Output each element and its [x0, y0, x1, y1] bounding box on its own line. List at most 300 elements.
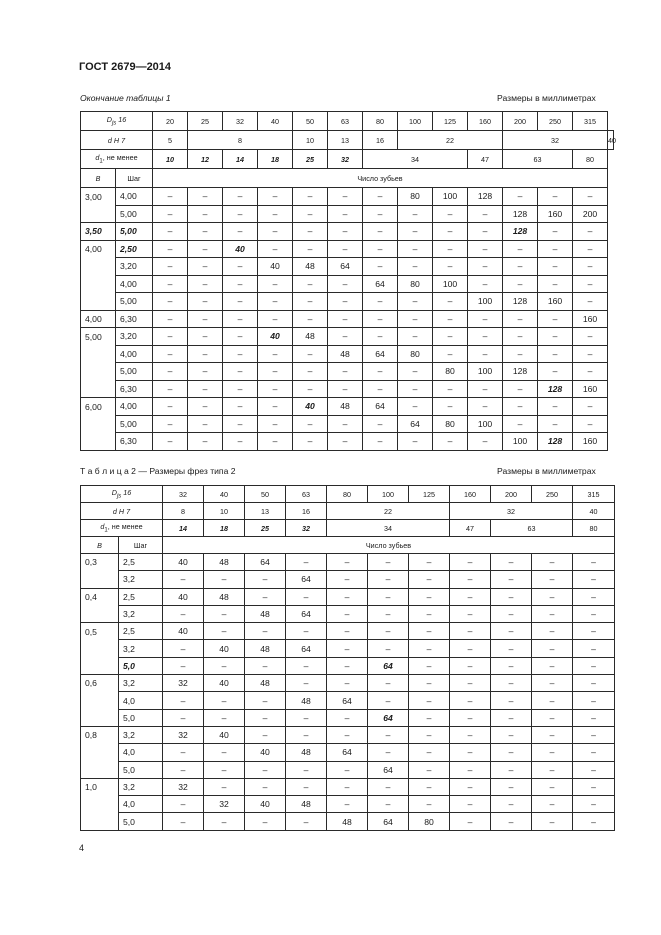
- cell-teeth: –: [468, 240, 503, 258]
- cell-teeth: –: [223, 380, 258, 398]
- cell-teeth: 48: [204, 554, 245, 571]
- cell-teeth: 64: [363, 345, 398, 363]
- table-row: [81, 605, 615, 622]
- cell-teeth: –: [188, 240, 223, 258]
- cell-b: [81, 571, 119, 588]
- cell-teeth: –: [450, 588, 491, 605]
- dh7-value: 16: [363, 131, 398, 150]
- cell-b: [81, 293, 116, 311]
- cell-teeth: –: [468, 345, 503, 363]
- cell-b: 5,00: [81, 328, 116, 346]
- cell-teeth: 80: [398, 345, 433, 363]
- cell-teeth: 40: [163, 588, 204, 605]
- cell-b: 1,0: [81, 778, 119, 795]
- cell-teeth: –: [468, 205, 503, 223]
- cell-teeth: –: [327, 726, 368, 743]
- cell-b: [81, 813, 119, 830]
- cell-teeth: –: [573, 744, 615, 761]
- cell-teeth: 48: [328, 398, 363, 416]
- cell-teeth: –: [503, 275, 538, 293]
- cell-teeth: –: [223, 275, 258, 293]
- cell-step: 3,2: [119, 640, 163, 657]
- cell-b: [81, 345, 116, 363]
- cell-teeth: –: [204, 761, 245, 778]
- cell-teeth: –: [258, 398, 293, 416]
- cell-teeth: –: [409, 692, 450, 709]
- cell-step: 2,50: [116, 240, 153, 258]
- cell-step: 2,5: [119, 588, 163, 605]
- cell-teeth: 48: [293, 328, 328, 346]
- cell-teeth: 32: [163, 675, 204, 692]
- dh7-value: 10: [293, 131, 328, 150]
- cell-teeth: –: [363, 240, 398, 258]
- dj-value: 125: [409, 486, 450, 503]
- cell-teeth: –: [245, 761, 286, 778]
- table1-col-header: [81, 169, 614, 188]
- cell-teeth: –: [503, 345, 538, 363]
- cell-teeth: 40: [163, 554, 204, 571]
- cell-teeth: 40: [245, 796, 286, 813]
- cell-teeth: –: [491, 796, 532, 813]
- cell-teeth: –: [328, 380, 363, 398]
- table-row: [81, 796, 615, 813]
- cell-teeth: –: [433, 258, 468, 276]
- cell-teeth: –: [258, 310, 293, 328]
- table2-dj-row: [81, 486, 615, 503]
- cell-teeth: 48: [245, 640, 286, 657]
- dj-value: 40: [204, 486, 245, 503]
- cell-teeth: –: [153, 328, 188, 346]
- cell-teeth: –: [398, 223, 433, 241]
- cell-b: 4,00: [81, 310, 116, 328]
- cell-teeth: –: [188, 345, 223, 363]
- cell-teeth: –: [245, 588, 286, 605]
- cell-teeth: 100: [433, 188, 468, 206]
- cell-teeth: –: [163, 813, 204, 830]
- cell-teeth: 80: [433, 363, 468, 381]
- table-row: [81, 205, 614, 223]
- cell-teeth: –: [532, 588, 573, 605]
- cell-teeth: –: [293, 345, 328, 363]
- cell-teeth: –: [538, 398, 573, 416]
- cell-teeth: –: [328, 240, 363, 258]
- cell-teeth: 64: [368, 709, 409, 726]
- table-row: [81, 293, 614, 311]
- cell-teeth: –: [433, 223, 468, 241]
- dh7-value: 10: [204, 503, 245, 520]
- cell-teeth: –: [188, 415, 223, 433]
- cell-teeth: –: [286, 657, 327, 674]
- cell-teeth: –: [293, 240, 328, 258]
- cell-step: 3,20: [116, 258, 153, 276]
- cell-b: [81, 205, 116, 223]
- cell-teeth: –: [293, 223, 328, 241]
- cell-teeth: –: [450, 796, 491, 813]
- cell-teeth: 128: [538, 433, 573, 451]
- table-row: [81, 571, 615, 588]
- cell-teeth: –: [573, 223, 608, 241]
- table-row: [81, 240, 614, 258]
- cell-teeth: –: [204, 605, 245, 622]
- cell-teeth: –: [468, 328, 503, 346]
- cell-teeth: –: [368, 726, 409, 743]
- col-teeth-header: Число зубьев: [153, 169, 608, 188]
- cell-step: 3,2: [119, 726, 163, 743]
- dj-value: 250: [538, 112, 573, 131]
- cell-teeth: –: [450, 813, 491, 830]
- cell-teeth: 40: [293, 398, 328, 416]
- cell-teeth: –: [363, 433, 398, 451]
- cell-teeth: –: [363, 205, 398, 223]
- cell-teeth: –: [398, 328, 433, 346]
- cell-teeth: –: [450, 675, 491, 692]
- dj-value: 100: [368, 486, 409, 503]
- cell-teeth: 64: [286, 605, 327, 622]
- cell-teeth: –: [491, 726, 532, 743]
- cell-teeth: –: [258, 223, 293, 241]
- cell-teeth: –: [163, 605, 204, 622]
- cell-teeth: –: [450, 709, 491, 726]
- cell-teeth: –: [468, 275, 503, 293]
- cell-teeth: 160: [573, 380, 608, 398]
- cell-teeth: –: [573, 640, 615, 657]
- cell-teeth: –: [153, 293, 188, 311]
- cell-teeth: 40: [223, 240, 258, 258]
- cell-teeth: 100: [468, 415, 503, 433]
- table2-units: Размеры в миллиметрах: [497, 466, 596, 476]
- table1: [80, 111, 617, 451]
- cell-teeth: –: [450, 571, 491, 588]
- cell-teeth: –: [153, 345, 188, 363]
- cell-teeth: –: [363, 188, 398, 206]
- table2-col-header: [81, 537, 615, 554]
- cell-teeth: –: [503, 380, 538, 398]
- cell-teeth: –: [491, 744, 532, 761]
- cell-teeth: –: [223, 258, 258, 276]
- cell-teeth: –: [327, 588, 368, 605]
- cell-teeth: –: [409, 744, 450, 761]
- cell-step: 4,00: [116, 275, 153, 293]
- cell-step: 5,0: [119, 761, 163, 778]
- cell-teeth: –: [153, 363, 188, 381]
- cell-teeth: –: [573, 623, 615, 640]
- cell-teeth: –: [368, 778, 409, 795]
- cell-teeth: 128: [503, 223, 538, 241]
- table-row: [81, 675, 615, 692]
- cell-step: 5,0: [119, 709, 163, 726]
- cell-teeth: –: [573, 415, 608, 433]
- cell-teeth: –: [433, 398, 468, 416]
- cell-teeth: 64: [363, 398, 398, 416]
- dh7-label: d H 7: [81, 131, 153, 150]
- cell-teeth: –: [153, 223, 188, 241]
- cell-teeth: –: [468, 433, 503, 451]
- cell-teeth: –: [433, 345, 468, 363]
- cell-teeth: –: [573, 605, 615, 622]
- cell-teeth: –: [223, 310, 258, 328]
- cell-teeth: 32: [163, 778, 204, 795]
- table-row: [81, 363, 614, 381]
- col-b-header: B: [81, 537, 119, 554]
- cell-teeth: 48: [327, 813, 368, 830]
- cell-teeth: –: [153, 258, 188, 276]
- dh7-value: 16: [286, 503, 327, 520]
- cell-teeth: –: [245, 571, 286, 588]
- cell-teeth: –: [363, 258, 398, 276]
- cell-teeth: –: [188, 328, 223, 346]
- cell-teeth: –: [491, 709, 532, 726]
- d1-value: 47: [468, 150, 503, 169]
- cell-teeth: –: [491, 588, 532, 605]
- cell-teeth: –: [163, 744, 204, 761]
- cell-teeth: –: [245, 813, 286, 830]
- cell-teeth: –: [398, 258, 433, 276]
- cell-teeth: –: [573, 258, 608, 276]
- cell-teeth: –: [503, 258, 538, 276]
- cell-teeth: –: [532, 640, 573, 657]
- cell-teeth: 64: [245, 554, 286, 571]
- cell-teeth: –: [398, 363, 433, 381]
- cell-teeth: 200: [573, 205, 608, 223]
- d1-label: $d_1$, не менее: [81, 150, 153, 169]
- cell-b: 3,50: [81, 223, 116, 241]
- cell-teeth: –: [491, 640, 532, 657]
- cell-teeth: –: [538, 240, 573, 258]
- cell-teeth: –: [258, 363, 293, 381]
- cell-step: 4,00: [116, 398, 153, 416]
- cell-teeth: –: [433, 293, 468, 311]
- table-row: [81, 433, 614, 451]
- cell-teeth: –: [468, 223, 503, 241]
- cell-teeth: –: [573, 328, 608, 346]
- cell-b: [81, 380, 116, 398]
- cell-teeth: –: [258, 188, 293, 206]
- cell-teeth: –: [538, 258, 573, 276]
- dj-value: 80: [327, 486, 368, 503]
- cell-teeth: –: [153, 433, 188, 451]
- d1-value: 25: [293, 150, 328, 169]
- cell-teeth: –: [328, 415, 363, 433]
- cell-teeth: –: [468, 398, 503, 416]
- cell-teeth: –: [188, 205, 223, 223]
- cell-teeth: –: [491, 675, 532, 692]
- cell-teeth: 32: [163, 726, 204, 743]
- cell-teeth: –: [223, 205, 258, 223]
- cell-teeth: –: [398, 205, 433, 223]
- dj-value: 40: [258, 112, 293, 131]
- cell-teeth: –: [286, 675, 327, 692]
- dj-value: 50: [293, 112, 328, 131]
- cell-teeth: –: [153, 380, 188, 398]
- cell-teeth: –: [573, 796, 615, 813]
- cell-teeth: –: [368, 640, 409, 657]
- table1-d1-row: [81, 150, 614, 169]
- cell-teeth: –: [363, 363, 398, 381]
- dh7-value: 8: [188, 131, 293, 150]
- col-step-header: Шаг: [119, 537, 163, 554]
- dh7-value: 13: [245, 503, 286, 520]
- d1-value: 14: [223, 150, 258, 169]
- d1-value: 32: [286, 520, 327, 537]
- cell-teeth: 64: [286, 571, 327, 588]
- cell-b: [81, 796, 119, 813]
- cell-teeth: –: [286, 588, 327, 605]
- cell-teeth: 128: [503, 205, 538, 223]
- dh7-value: 40: [573, 503, 615, 520]
- cell-teeth: –: [204, 657, 245, 674]
- dj-value: 32: [223, 112, 258, 131]
- dj-value: 200: [491, 486, 532, 503]
- cell-step: 5,00: [116, 363, 153, 381]
- cell-teeth: –: [363, 328, 398, 346]
- cell-teeth: –: [188, 398, 223, 416]
- cell-teeth: –: [327, 640, 368, 657]
- cell-teeth: 64: [368, 813, 409, 830]
- cell-teeth: –: [188, 258, 223, 276]
- cell-teeth: –: [573, 188, 608, 206]
- cell-teeth: –: [293, 188, 328, 206]
- cell-teeth: –: [328, 275, 363, 293]
- dj-label: $D_{js}$ 16: [81, 112, 153, 131]
- cell-teeth: –: [409, 623, 450, 640]
- table-row: [81, 310, 614, 328]
- cell-b: [81, 657, 119, 674]
- cell-teeth: –: [532, 605, 573, 622]
- cell-step: 6,30: [116, 380, 153, 398]
- cell-teeth: –: [328, 188, 363, 206]
- cell-teeth: –: [258, 380, 293, 398]
- cell-teeth: 64: [368, 761, 409, 778]
- cell-teeth: 32: [204, 796, 245, 813]
- cell-teeth: 48: [293, 258, 328, 276]
- cell-step: 3,2: [119, 675, 163, 692]
- cell-teeth: –: [538, 223, 573, 241]
- dj-value: 315: [573, 486, 615, 503]
- dj-value: 200: [503, 112, 538, 131]
- cell-teeth: –: [573, 345, 608, 363]
- cell-step: 4,0: [119, 692, 163, 709]
- cell-teeth: –: [293, 205, 328, 223]
- cell-teeth: –: [573, 692, 615, 709]
- cell-teeth: –: [204, 709, 245, 726]
- cell-step: 2,5: [119, 623, 163, 640]
- cell-teeth: 160: [538, 205, 573, 223]
- cell-teeth: –: [573, 554, 615, 571]
- cell-teeth: –: [573, 813, 615, 830]
- document-title: ГОСТ 2679—2014: [79, 61, 172, 73]
- table-row: [81, 328, 614, 346]
- cell-teeth: –: [532, 778, 573, 795]
- cell-teeth: –: [153, 240, 188, 258]
- cell-teeth: –: [368, 744, 409, 761]
- table-row: [81, 640, 615, 657]
- table2-caption: Т а б л и ц а 2 — Размеры фрез типа 2: [80, 466, 236, 476]
- cell-teeth: –: [363, 310, 398, 328]
- cell-teeth: 48: [286, 692, 327, 709]
- cell-step: 5,00: [116, 293, 153, 311]
- cell-teeth: –: [450, 778, 491, 795]
- table-row: [81, 692, 615, 709]
- table-row: [81, 415, 614, 433]
- cell-teeth: –: [573, 675, 615, 692]
- table-row: [81, 623, 615, 640]
- cell-teeth: –: [204, 571, 245, 588]
- cell-teeth: –: [409, 571, 450, 588]
- table1-dj-row: [81, 112, 614, 131]
- cell-teeth: –: [503, 310, 538, 328]
- cell-teeth: –: [245, 709, 286, 726]
- cell-b: [81, 275, 116, 293]
- cell-step: 4,0: [119, 796, 163, 813]
- dj-value: 100: [398, 112, 433, 131]
- cell-teeth: 80: [433, 415, 468, 433]
- cell-teeth: –: [286, 778, 327, 795]
- cell-step: 3,20: [116, 328, 153, 346]
- cell-teeth: –: [327, 605, 368, 622]
- cell-teeth: –: [286, 554, 327, 571]
- cell-teeth: –: [293, 275, 328, 293]
- table1-caption: Окончание таблицы 1: [80, 93, 171, 103]
- cell-b: [81, 433, 116, 451]
- col-step-header: Шаг: [116, 169, 153, 188]
- cell-step: 3,2: [119, 605, 163, 622]
- cell-teeth: 128: [503, 293, 538, 311]
- page-number: 4: [79, 843, 85, 853]
- cell-teeth: –: [450, 761, 491, 778]
- cell-teeth: –: [532, 813, 573, 830]
- cell-teeth: –: [491, 761, 532, 778]
- cell-teeth: –: [327, 623, 368, 640]
- cell-b: 4,00: [81, 240, 116, 258]
- cell-teeth: –: [433, 380, 468, 398]
- cell-b: [81, 761, 119, 778]
- cell-teeth: 160: [573, 433, 608, 451]
- cell-teeth: 100: [468, 293, 503, 311]
- cell-teeth: –: [573, 363, 608, 381]
- cell-teeth: –: [245, 778, 286, 795]
- table-row: [81, 345, 614, 363]
- cell-teeth: –: [153, 310, 188, 328]
- cell-teeth: –: [573, 571, 615, 588]
- dj-label: $D_{js}$ 16: [81, 486, 163, 503]
- cell-teeth: –: [368, 623, 409, 640]
- dh7-value: 32: [503, 131, 608, 150]
- cell-teeth: –: [468, 310, 503, 328]
- cell-teeth: –: [573, 275, 608, 293]
- cell-teeth: –: [293, 310, 328, 328]
- cell-teeth: –: [433, 433, 468, 451]
- cell-teeth: –: [409, 554, 450, 571]
- cell-teeth: 80: [398, 275, 433, 293]
- d1-value: 32: [328, 150, 363, 169]
- cell-teeth: –: [532, 675, 573, 692]
- cell-teeth: –: [450, 554, 491, 571]
- cell-teeth: –: [204, 623, 245, 640]
- cell-teeth: –: [327, 709, 368, 726]
- cell-teeth: –: [538, 275, 573, 293]
- dh7-label: d H 7: [81, 503, 163, 520]
- cell-teeth: –: [409, 761, 450, 778]
- cell-teeth: –: [450, 623, 491, 640]
- cell-teeth: 100: [503, 433, 538, 451]
- cell-b: [81, 605, 119, 622]
- cell-teeth: –: [153, 205, 188, 223]
- cell-teeth: –: [368, 605, 409, 622]
- cell-teeth: –: [258, 240, 293, 258]
- d1-value: 18: [204, 520, 245, 537]
- table-row: [81, 188, 614, 206]
- cell-b: 0,5: [81, 623, 119, 640]
